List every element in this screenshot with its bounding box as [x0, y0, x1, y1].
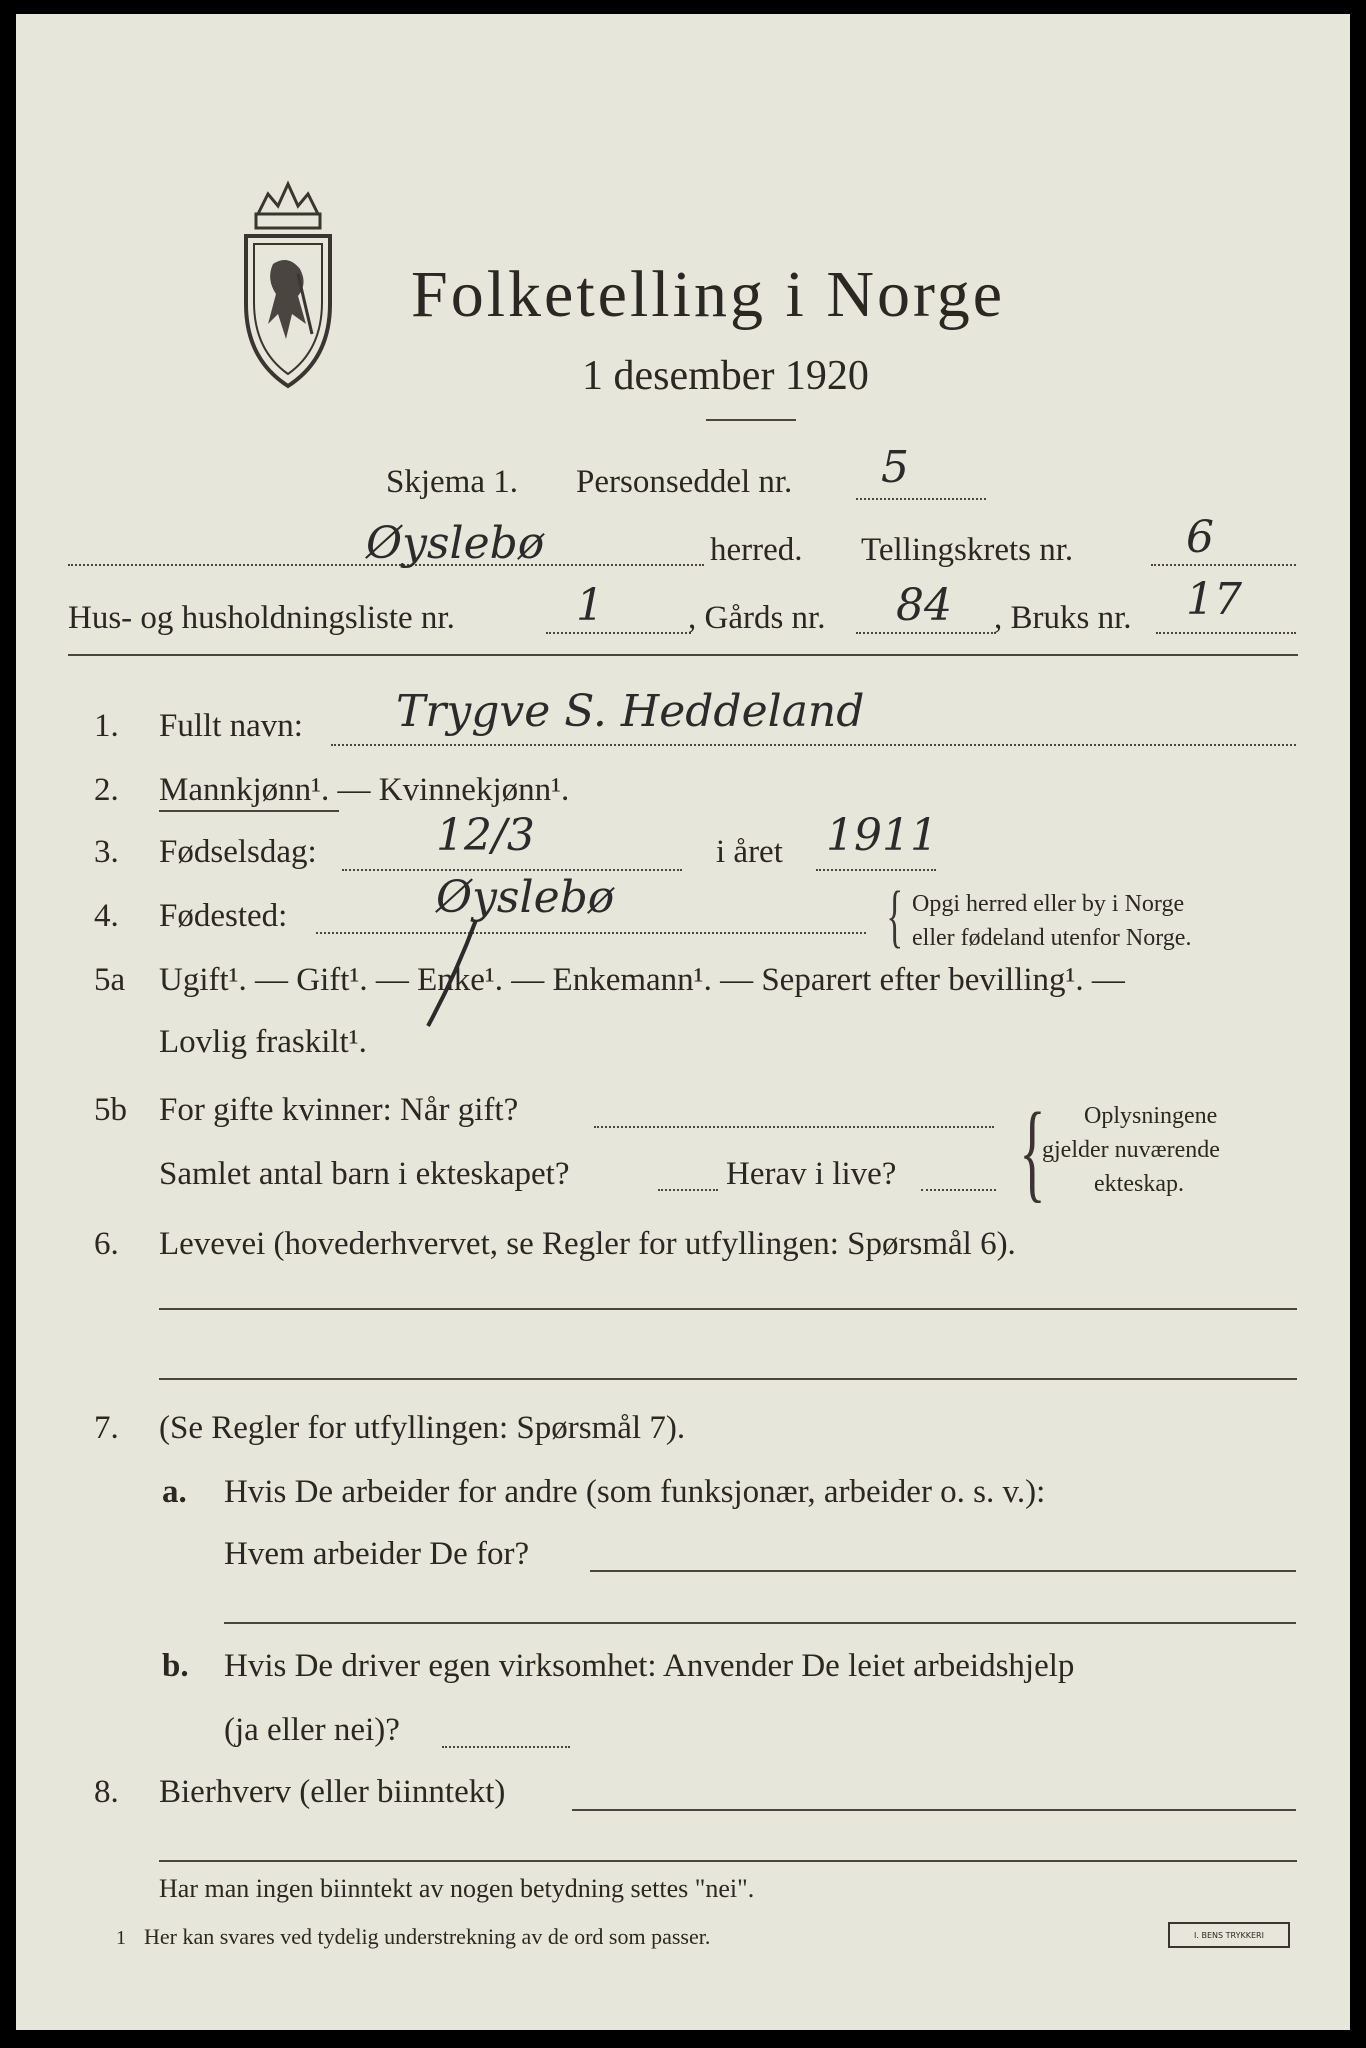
- q7a-answer-line-1[interactable]: [590, 1570, 1296, 1572]
- q5b-children-label: Samlet antal barn i ekteskapet?: [159, 1156, 570, 1192]
- q7-number: 7.: [94, 1410, 119, 1446]
- q5b-number: 5b: [94, 1092, 127, 1128]
- printer-stamp-text: I. BENS TRYKKERI: [1194, 1930, 1264, 1940]
- q5b-alive-line: [921, 1189, 996, 1191]
- q3-value[interactable]: 12/3: [436, 810, 535, 861]
- q7a-answer-line-2[interactable]: [224, 1622, 1296, 1624]
- q5b-married-line: [594, 1126, 994, 1128]
- husliste-label: Hus- og husholdningsliste nr.: [68, 600, 455, 636]
- footnote-mark: 1: [116, 1927, 126, 1949]
- q5a-number: 5a: [94, 962, 126, 998]
- q8-label: Bierhverv (eller biinntekt): [159, 1774, 506, 1810]
- q7-label: (Se Regler for utfyllingen: Spørsmål 7).: [159, 1410, 686, 1446]
- personseddel-value[interactable]: 5: [881, 442, 909, 493]
- q4-label: Fødested:: [159, 898, 288, 934]
- q4-number: 4.: [94, 898, 119, 934]
- census-form-page: [16, 14, 1350, 2030]
- skjema-label: Skjema 1.: [386, 464, 518, 500]
- herred-label: herred.: [710, 532, 803, 568]
- husliste-value[interactable]: 1: [576, 580, 604, 631]
- q4-value[interactable]: Øyslebø: [436, 872, 615, 923]
- q7a-line2: Hvem arbeider De for?: [224, 1536, 530, 1572]
- q5b-note-line2: gjelder nuværende: [1042, 1137, 1220, 1163]
- personseddel-label: Personseddel nr.: [576, 464, 793, 500]
- q5b-note-line3: ekteskap.: [1094, 1171, 1184, 1197]
- q1-value[interactable]: Trygve S. Heddeland: [396, 686, 865, 737]
- gards-label: , Gårds nr.: [688, 600, 826, 636]
- printer-stamp: [1168, 1922, 1290, 1948]
- q6-label: Levevei (hovederhvervet, se Regler for utfyllingen: Spørsmål 6).: [159, 1226, 1016, 1262]
- tellingskrets-line: [1151, 564, 1296, 566]
- q3-year-value[interactable]: 1911: [826, 810, 938, 861]
- q8-number: 8.: [94, 1774, 119, 1810]
- form-title: Folketelling i Norge: [411, 258, 1006, 331]
- tellingskrets-value[interactable]: 6: [1186, 512, 1214, 563]
- q4-note-line1: Opgi herred eller by i Norge: [912, 891, 1185, 917]
- q6-number: 6.: [94, 1226, 119, 1262]
- norwegian-coat-of-arms-icon: [228, 174, 348, 394]
- q2-number: 2.: [94, 772, 119, 808]
- tellingskrets-label: Tellingskrets nr.: [861, 532, 1074, 568]
- personseddel-line: [856, 498, 986, 500]
- q5a-checkmark-stroke-icon: [416, 914, 486, 1034]
- q5a-line1[interactable]: Ugift¹. — Gift¹. — Enke¹. — Enkemann¹. — Separert efter bevilling¹. —: [159, 962, 1125, 998]
- q7b-answer-line[interactable]: [442, 1746, 570, 1748]
- census-date: 1 desember 1920: [582, 353, 869, 399]
- q3-label: Fødselsdag:: [159, 834, 317, 870]
- q7a-letter: a.: [162, 1474, 187, 1510]
- q4-note-line2: eller fødeland utenfor Norge.: [912, 925, 1192, 951]
- q6-answer-line-2[interactable]: [159, 1378, 1297, 1380]
- q7b-line2: (ja eller nei)?: [224, 1712, 400, 1748]
- q5b-note-brace: {: [1019, 1090, 1046, 1212]
- q3-year-line: [816, 869, 936, 871]
- q8-answer-line-2[interactable]: [159, 1860, 1297, 1862]
- q5b-children-line: [658, 1189, 718, 1191]
- gards-value[interactable]: 84: [896, 580, 952, 631]
- q4-note-brace: {: [886, 878, 904, 955]
- herred-value[interactable]: Øyslebø: [366, 518, 545, 569]
- q7b-line1: Hvis De driver egen virksomhet: Anvender De leiet arbeidshjelp: [224, 1648, 1075, 1684]
- q1-line: [331, 744, 1296, 746]
- bruks-line: [1156, 632, 1296, 634]
- q7a-line1: Hvis De arbeider for andre (som funksjonær, arbeider o. s. v.):: [224, 1474, 1046, 1510]
- q8-answer-line-1[interactable]: [572, 1809, 1296, 1811]
- q5b-note-line1: Oplysningene: [1084, 1103, 1218, 1129]
- bruks-value[interactable]: 17: [1186, 574, 1242, 625]
- q5b-line1: For gifte kvinner: Når gift?: [159, 1092, 519, 1128]
- q1-number: 1.: [94, 708, 119, 744]
- q6-answer-line-1[interactable]: [159, 1308, 1297, 1310]
- q4-line: [316, 932, 866, 934]
- q2-underline-mannkjonn: [159, 810, 339, 812]
- gards-line: [856, 632, 996, 634]
- husliste-line: [546, 632, 691, 634]
- q3-year-label: i året: [716, 834, 783, 870]
- q1-label: Fullt navn:: [159, 708, 303, 744]
- q3-number: 3.: [94, 834, 119, 870]
- q5b-alive-label: Herav i live?: [726, 1156, 897, 1192]
- q7b-letter: b.: [162, 1648, 189, 1684]
- q3-line: [342, 869, 682, 871]
- bruks-label: , Bruks nr.: [994, 600, 1132, 636]
- q2-label[interactable]: Mannkjønn¹. — Kvinnekjønn¹.: [159, 772, 570, 808]
- footnote-text: Her kan svares ved tydelig understrekning av de ord som passer.: [144, 1924, 711, 1949]
- q8-note: Har man ingen biinntekt av nogen betydning settes "nei".: [159, 1874, 755, 1903]
- q5a-line2[interactable]: Lovlig fraskilt¹.: [159, 1024, 367, 1060]
- header-separator: [68, 654, 1298, 656]
- title-divider: [706, 419, 796, 421]
